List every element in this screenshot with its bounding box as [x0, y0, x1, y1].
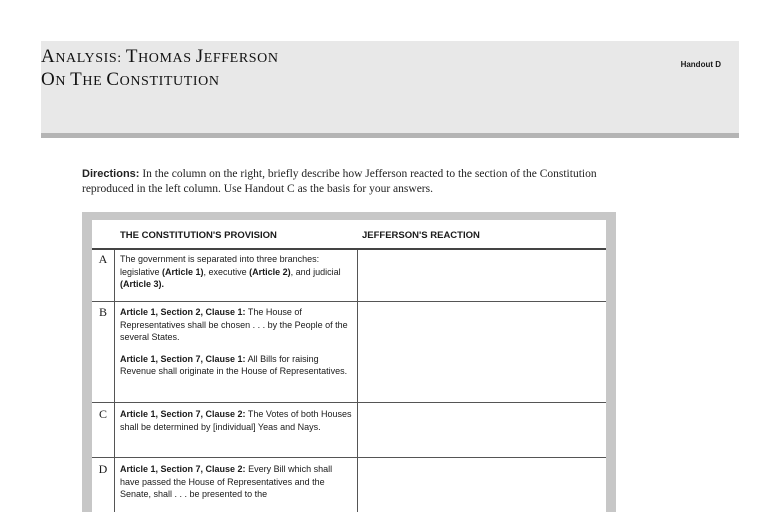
row-divider — [92, 301, 606, 302]
column-header-reaction: JEFFERSON'S REACTION — [362, 220, 602, 250]
header-rule — [41, 133, 739, 138]
row-letter: B — [98, 305, 107, 319]
row-divider — [92, 457, 606, 458]
provision-cell: The government is separated into three branches: legislative (Article 1), executive (Article 2), and judicial (Article 3). — [120, 254, 341, 290]
row-divider — [92, 402, 606, 403]
page-title — [41, 46, 279, 92]
row-letter: C — [98, 407, 107, 421]
directions-label: Directions: — [82, 168, 140, 180]
reaction-column-divider — [357, 250, 358, 512]
provision-cell: Article 1, Section 2, Clause 1: The House of Representatives shall be chosen . . . by the People of the several States. Article 1, Section 7, Clause 1: All Bills for raising Revenue shall originate in the House of Representatives. — [120, 307, 348, 377]
title-line-2: ON THE CONSTITUTION — [41, 69, 220, 90]
provision-cell: Article 1, Section 7, Clause 2: Every Bill which shall have passed the House of Representatives and the Senate, shall . . . be presented to the — [120, 464, 333, 500]
table-body — [92, 220, 606, 512]
row-letter: A — [98, 252, 108, 266]
directions — [82, 167, 618, 197]
directions-text: In the column on the right, briefly describe how Jefferson reacted to the section of the Constitution reproduced in the left column. Use Handout C as the basis for your answers. — [82, 168, 597, 195]
worksheet-table — [82, 212, 616, 512]
handout-label: Handout D — [680, 60, 721, 69]
column-header-provision: THE CONSTITUTION'S PROVISION — [120, 220, 352, 250]
letter-column-divider — [114, 250, 115, 512]
row-letter: D — [98, 462, 108, 476]
header-divider — [92, 248, 606, 250]
provision-cell: Article 1, Section 7, Clause 2: The Votes of both Houses shall be determined by [individual] Yeas and Nays. — [120, 409, 352, 432]
title-line-1: ANALYSIS: THOMAS JEFFERSON — [41, 46, 279, 67]
